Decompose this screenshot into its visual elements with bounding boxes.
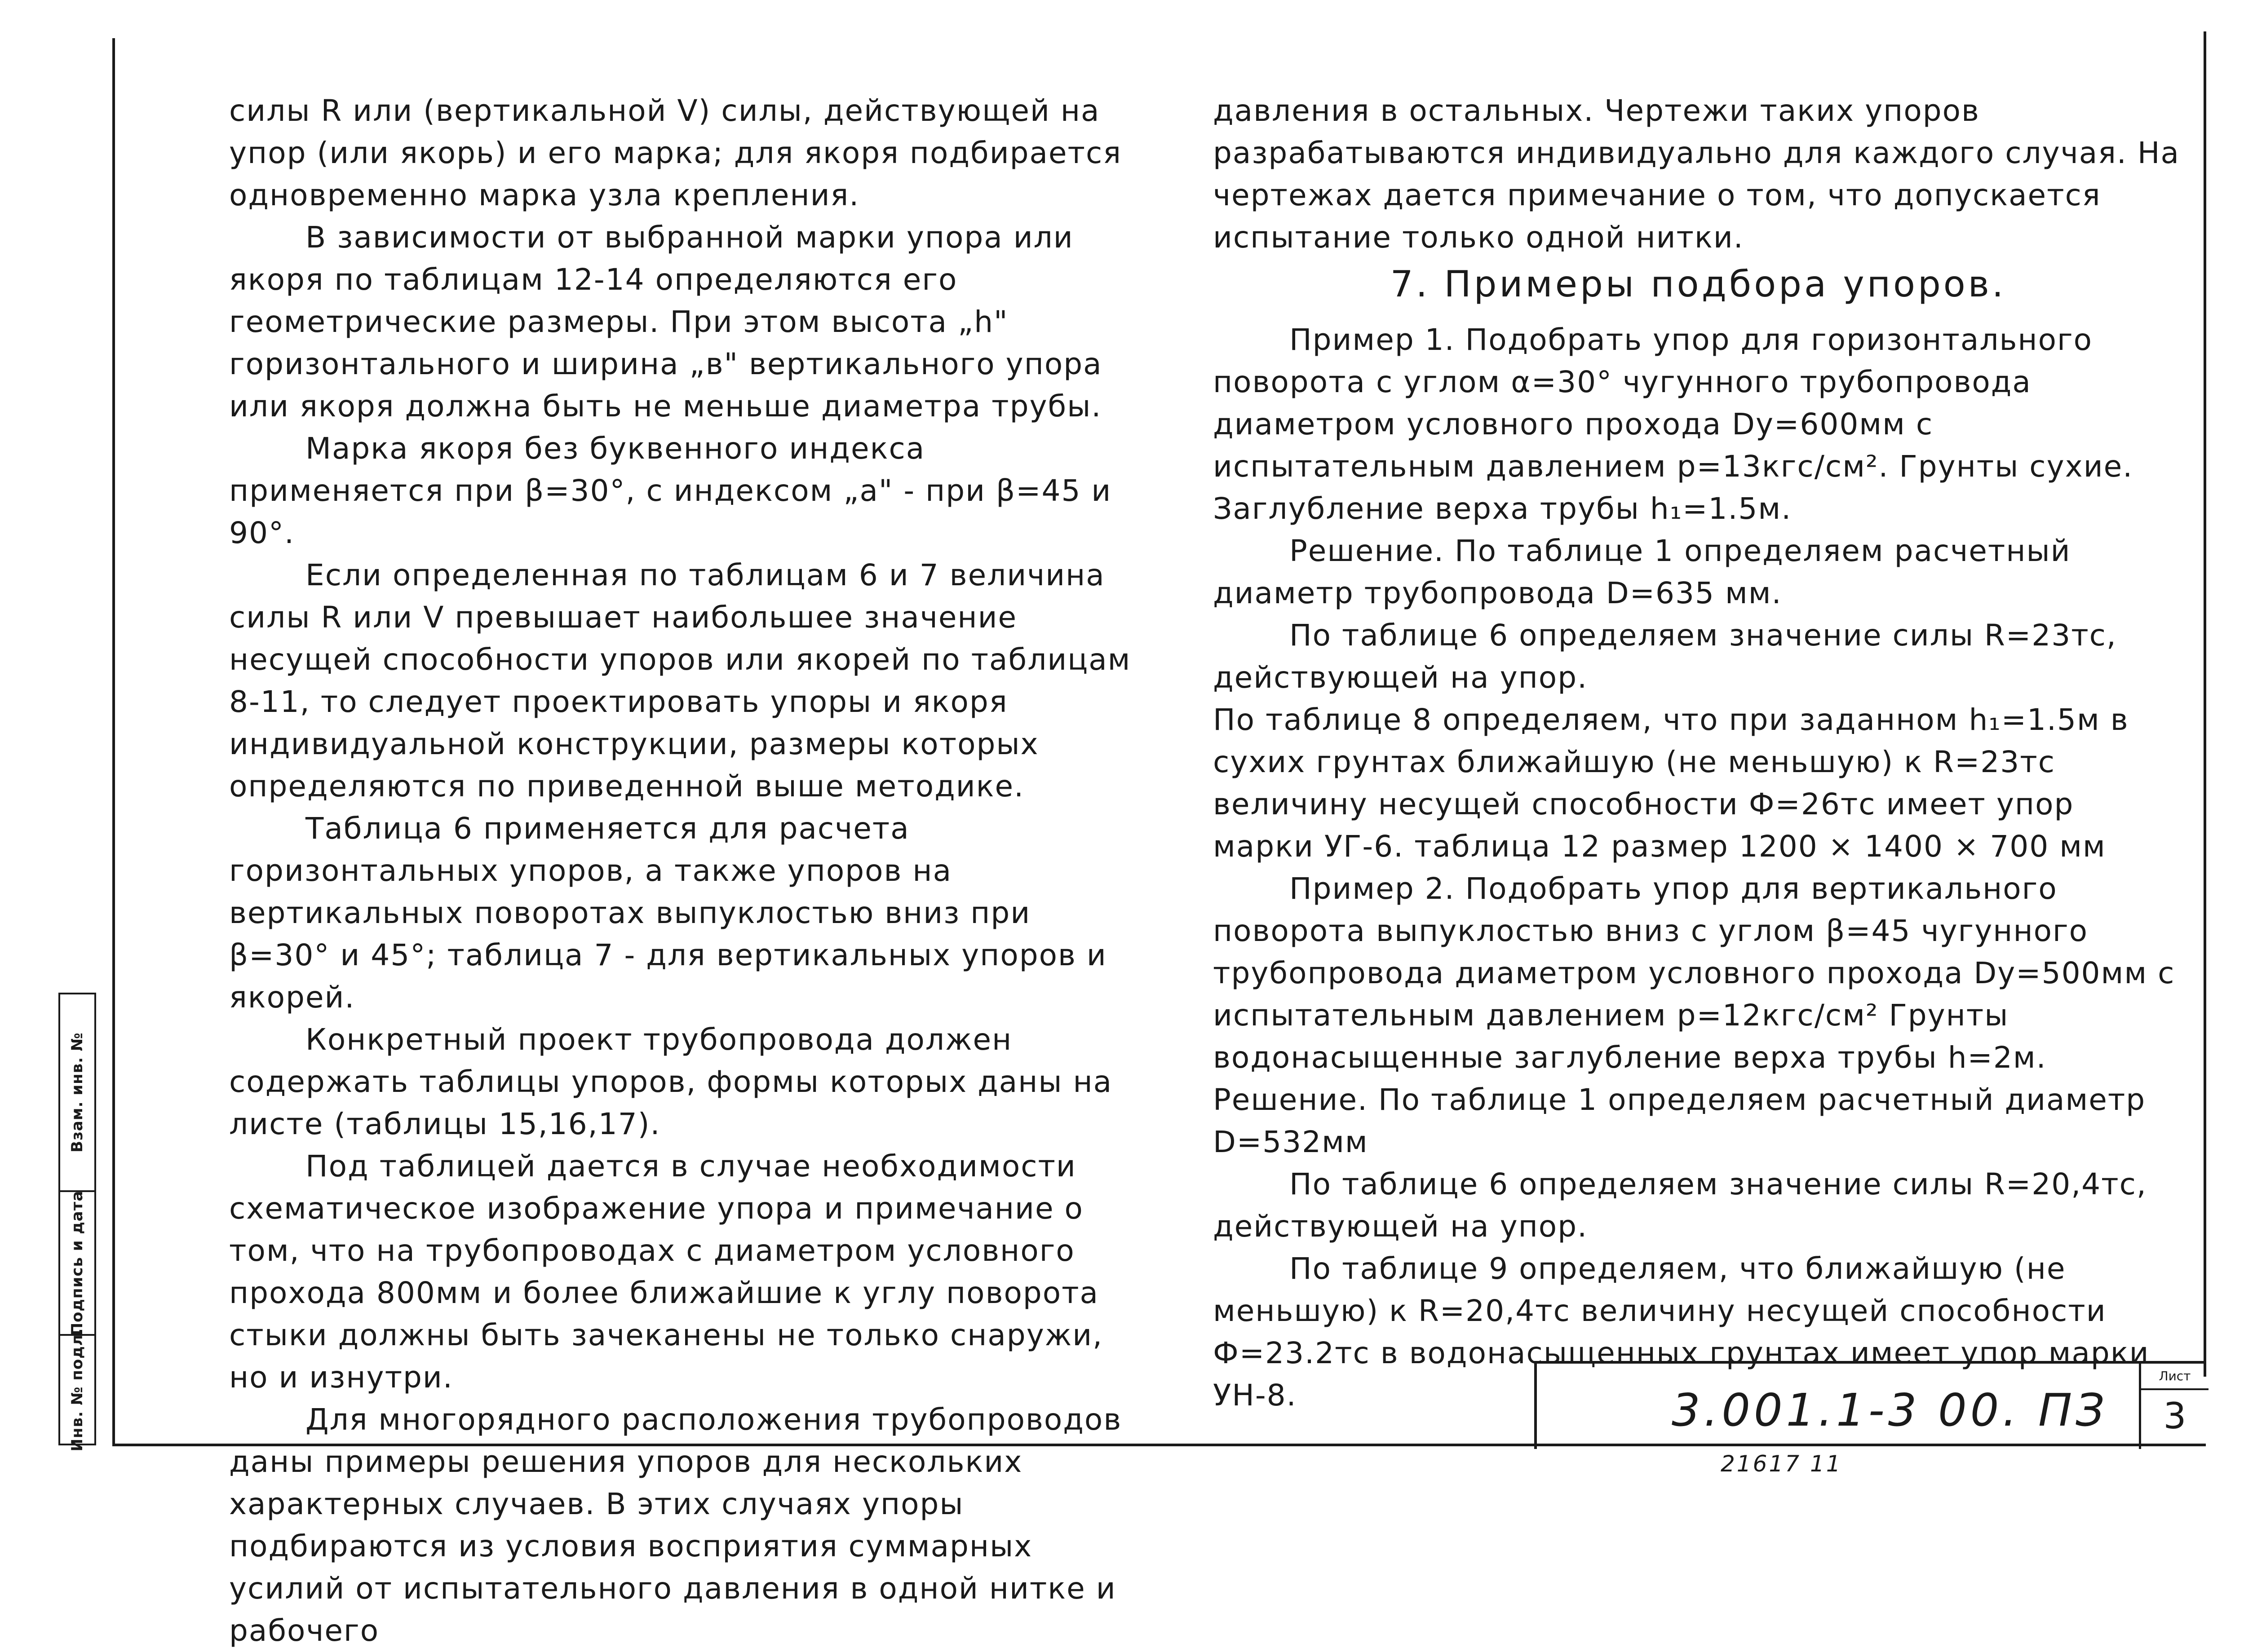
paragraph: Таблица 6 применяется для расчета горизонтальных упоров, а также упоров на вертикальных поворотах выпуклостью вниз при β=30° и 45°; таблица 7 - для вертикальных упоров и якорей. bbox=[229, 811, 1107, 1015]
left-column bbox=[229, 90, 1132, 1652]
inventory-number: 21617 11 bbox=[1721, 1451, 1842, 1477]
paragraph: Пример 1. Подобрать упор для горизонтального поворота с углом α=30° чугунного трубопровода диаметром условного прохода Dу=600мм с испытательным давлением р=13кгс/см². Грунты сухие. Заглубление верха трубы h₁=1.5м. bbox=[1213, 322, 2133, 526]
side-stamp-label: Подпись и дата bbox=[68, 1190, 86, 1336]
paragraph: давления в остальных. Чертежи таких упоров разрабатываются индивидуально для каждого случая. На чертежах дается примечание о том, что допускается испытание только одной нитки. bbox=[1213, 93, 2180, 255]
paragraph: В зависимости от выбранной марки упора или якоря по таблицам 12-14 определяются его геометрические размеры. При этом высота „h" горизонтального и ширина „в" вертикального упора или якоря должна быть не меньше диаметра трубы. bbox=[229, 220, 1102, 424]
frame-left-line bbox=[112, 38, 115, 1446]
sheet-box bbox=[2139, 1364, 2209, 1449]
side-stamp-cell bbox=[60, 994, 94, 1192]
paragraph: Если определенная по таблицам 6 и 7 величина силы R или V превышает наибольшее значение несущей способности упоров или якорей по таблицам 8-11, то следует проектировать упоры и якоря индивидуальной конструкции, размеры которых определяются по приведенной выше методике. bbox=[229, 558, 1131, 804]
side-stamp-label: Инв. № подл. bbox=[68, 1328, 86, 1452]
paragraph: По таблице 8 определяем, что при заданном h₁=1.5м в сухих грунтах ближайшую (не меньшую) к R=23тс величину несущей способности Ф=26тс имеет упор марки УГ-6. таблица 12 размер 1200 × 1400 × 700 мм bbox=[1213, 702, 2129, 864]
paragraph: Конкретный проект трубопровода должен содержать таблицы упоров, формы которых даны на листе (таблицы 15,16,17). bbox=[229, 1022, 1113, 1141]
paragraph: силы R или (вертикальной V) силы, действующей на упор (или якорь) и его марка; для якоря подбирается одновременно марка узла крепления. bbox=[229, 93, 1122, 212]
paragraph: Решение. По таблице 1 определяем расчетный диаметр D=532мм bbox=[1213, 1082, 2146, 1159]
sheet-number: 3 bbox=[2163, 1395, 2186, 1437]
paragraph: Пример 2. Подобрать упор для вертикального поворота выпуклостью вниз с углом β=45 чугунного трубопровода диаметром условного прохода Dу=500мм с испытательным давлением р=12кгс/см² Грунты водонасыщенные заглубление верха трубы h=2м. bbox=[1213, 871, 2175, 1075]
side-stamp-cell bbox=[60, 1328, 94, 1452]
side-stamp-cell bbox=[60, 1192, 94, 1336]
sheet-label: Лист bbox=[2141, 1364, 2209, 1390]
side-stamp-label: Взам. инв. № bbox=[68, 1032, 86, 1153]
right-column bbox=[1213, 90, 2183, 1417]
paragraph: Под таблицей дается в случае необходимости схематическое изображение упора и примечание о том, что на трубопроводах с диаметром условного прохода 800мм и более ближайшие к углу поворота стыки должны быть зачеканены не только снаружи, но и изнутри. bbox=[229, 1149, 1103, 1395]
paragraph: По таблице 6 определяем значение силы R=20,4тс, действующей на упор. bbox=[1213, 1167, 2147, 1244]
paragraph: Марка якоря без буквенного индекса применяется при β=30°, с индексом „а" - при β=45 и 90°. bbox=[229, 431, 1112, 550]
paragraph: Для многорядного расположения трубопроводов даны примеры решения упоров для нескольких характерных случаев. В этих случаях упоры подбираются из условия восприятия суммарных усилий от испытательного давления в одной нитке и рабочего bbox=[229, 1402, 1122, 1648]
document-code: 3.001.1-3 00. ПЗ bbox=[1672, 1384, 2108, 1436]
title-block bbox=[1534, 1361, 2206, 1449]
paragraph: По таблице 6 определяем значение силы R=23тс, действующей на упор. bbox=[1213, 618, 2117, 695]
side-stamp bbox=[58, 993, 96, 1452]
frame-right-line bbox=[2204, 31, 2206, 1377]
paragraph: Решение. По таблице 1 определяем расчетный диаметр трубопровода D=635 мм. bbox=[1213, 534, 2071, 610]
section-heading: 7. Примеры подбора упоров. bbox=[1390, 263, 2006, 305]
paragraph: По таблице 9 определяем, что ближайшую (не меньшую) к R=20,4тс величину несущей способности Ф=23.2тс в водонасыщенных грунтах имеет упор марки УН-8. bbox=[1213, 1251, 2150, 1413]
